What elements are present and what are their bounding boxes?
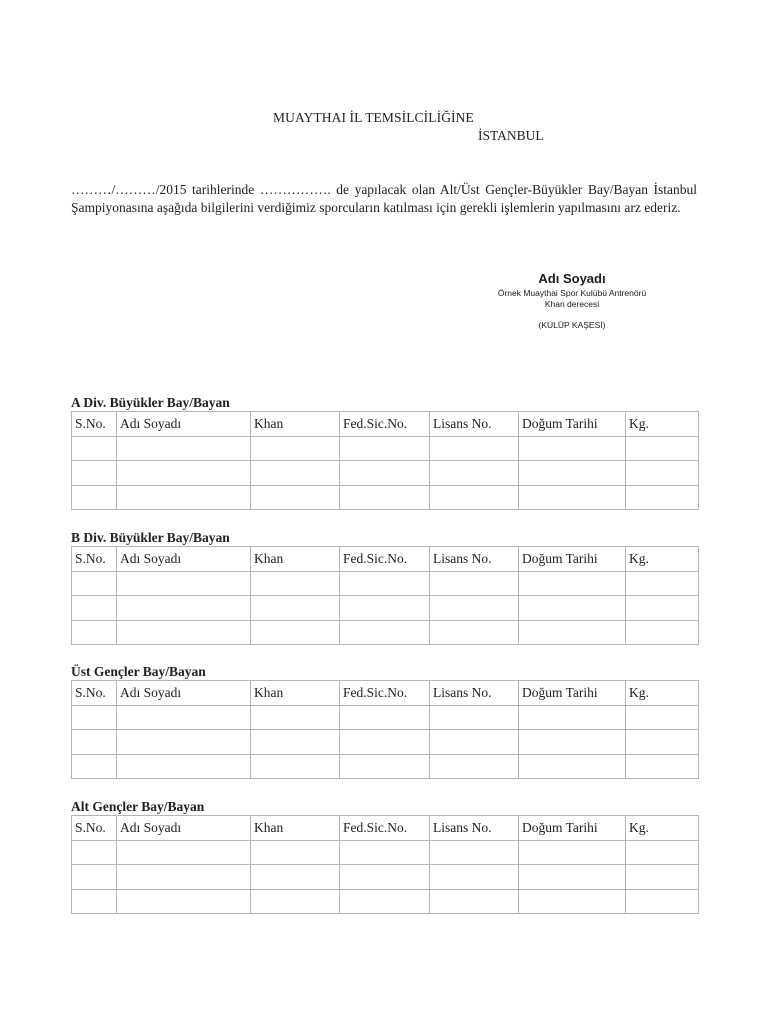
column-header: Lisans No.	[430, 547, 519, 572]
table-row	[72, 596, 699, 621]
signature-club: Örnek Muaythai Spor Kulübü Antrenörü	[497, 288, 647, 298]
table-cell[interactable]	[251, 461, 340, 486]
table-cell[interactable]	[430, 889, 519, 914]
table-row	[72, 620, 699, 645]
column-header: Kg.	[626, 816, 699, 841]
table-cell[interactable]	[626, 461, 699, 486]
column-header: Lisans No.	[430, 816, 519, 841]
table-row	[72, 865, 699, 890]
table-cell[interactable]	[340, 596, 430, 621]
table-cell[interactable]	[72, 705, 117, 730]
table-cell[interactable]	[117, 730, 251, 755]
table-cell[interactable]	[117, 705, 251, 730]
table-cell[interactable]	[626, 596, 699, 621]
athlete-table	[71, 411, 699, 510]
column-header: Adı Soyadı	[117, 547, 251, 572]
section-title: Alt Gençler Bay/Bayan	[71, 799, 205, 814]
column-header: Khan	[251, 681, 340, 706]
table-cell[interactable]	[626, 865, 699, 890]
table-cell[interactable]	[117, 840, 251, 865]
table-cell[interactable]	[72, 889, 117, 914]
column-header: Kg.	[626, 412, 699, 437]
column-header: Adı Soyadı	[117, 412, 251, 437]
table-row	[72, 461, 699, 486]
table-cell[interactable]	[72, 730, 117, 755]
table-cell[interactable]	[519, 865, 626, 890]
column-header: Khan	[251, 816, 340, 841]
column-header: Lisans No.	[430, 412, 519, 437]
table-cell[interactable]	[430, 754, 519, 779]
column-header: S.No.	[72, 412, 117, 437]
table-cell[interactable]	[626, 620, 699, 645]
column-header: Adı Soyadı	[117, 816, 251, 841]
table-row	[72, 571, 699, 596]
table-row	[72, 705, 699, 730]
column-header: Doğum Tarihi	[519, 816, 626, 841]
table-header-row	[72, 412, 699, 437]
table-cell[interactable]	[72, 865, 117, 890]
table-cell[interactable]	[251, 889, 340, 914]
table-cell[interactable]	[72, 436, 117, 461]
table-cell[interactable]	[340, 705, 430, 730]
table-cell[interactable]	[430, 485, 519, 510]
table-cell[interactable]	[251, 840, 340, 865]
table-cell[interactable]	[626, 840, 699, 865]
table-header-row	[72, 547, 699, 572]
table-cell[interactable]	[430, 571, 519, 596]
section-ust-gencler	[71, 664, 698, 779]
section-a-div-buyukler	[71, 395, 698, 510]
table-cell[interactable]	[340, 485, 430, 510]
table-cell[interactable]	[340, 754, 430, 779]
table-cell[interactable]	[251, 754, 340, 779]
column-header: Khan	[251, 412, 340, 437]
table-cell[interactable]	[117, 571, 251, 596]
table-cell[interactable]	[626, 889, 699, 914]
column-header: Kg.	[626, 547, 699, 572]
section-b-div-buyukler	[71, 530, 698, 645]
column-header: Doğum Tarihi	[519, 681, 626, 706]
table-cell[interactable]	[519, 840, 626, 865]
table-cell[interactable]	[626, 571, 699, 596]
table-cell[interactable]	[251, 730, 340, 755]
table-cell[interactable]	[340, 620, 430, 645]
table-cell[interactable]	[519, 485, 626, 510]
city-heading: İSTANBUL	[478, 128, 544, 143]
section-title: B Div. Büyükler Bay/Bayan	[71, 530, 230, 545]
table-cell[interactable]	[72, 461, 117, 486]
table-cell[interactable]	[430, 436, 519, 461]
table-cell[interactable]	[117, 620, 251, 645]
table-cell[interactable]	[519, 596, 626, 621]
addressee-heading: MUAYTHAI İL TEMSİLCİLİĞİNE	[273, 110, 474, 125]
table-cell[interactable]	[519, 571, 626, 596]
table-cell[interactable]	[519, 889, 626, 914]
table-cell[interactable]	[251, 485, 340, 510]
table-header-row	[72, 681, 699, 706]
request-paragraph: ………/………/2015 tarihlerinde ……………. de yapılacak olan Alt/Üst Gençler-Büyükler Bay/Bayan İstanbul Şampiyonasına aşağıda bilgilerini verdiğimiz sporcuların katılması için gerekli işlemlerin yapılmasını arz ederiz.	[71, 182, 697, 215]
column-header: Doğum Tarihi	[519, 412, 626, 437]
club-stamp-label: (KULÜP KAŞESİ)	[538, 320, 606, 330]
table-cell[interactable]	[430, 596, 519, 621]
signature-grade: Khan derecesi	[544, 299, 600, 309]
table-cell[interactable]	[430, 705, 519, 730]
table-cell[interactable]	[626, 754, 699, 779]
table-row	[72, 485, 699, 510]
column-header: Kg.	[626, 681, 699, 706]
table-cell[interactable]	[626, 705, 699, 730]
table-cell[interactable]	[340, 571, 430, 596]
table-cell[interactable]	[72, 754, 117, 779]
table-cell[interactable]	[340, 436, 430, 461]
table-cell[interactable]	[340, 840, 430, 865]
column-header: Fed.Sic.No.	[340, 547, 430, 572]
table-cell[interactable]	[626, 730, 699, 755]
table-cell[interactable]	[519, 730, 626, 755]
table-cell[interactable]	[340, 461, 430, 486]
table-row	[72, 840, 699, 865]
table-cell[interactable]	[251, 596, 340, 621]
table-cell[interactable]	[430, 840, 519, 865]
column-header: Fed.Sic.No.	[340, 412, 430, 437]
column-header: Fed.Sic.No.	[340, 816, 430, 841]
athlete-table	[71, 546, 699, 645]
table-cell[interactable]	[72, 596, 117, 621]
table-cell[interactable]	[340, 865, 430, 890]
section-title: Üst Gençler Bay/Bayan	[71, 664, 206, 679]
table-cell[interactable]	[117, 436, 251, 461]
table-cell[interactable]	[72, 571, 117, 596]
signature-block	[497, 271, 647, 331]
table-row	[72, 730, 699, 755]
table-cell[interactable]	[251, 620, 340, 645]
table-cell[interactable]	[340, 889, 430, 914]
table-cell[interactable]	[117, 596, 251, 621]
table-row	[72, 754, 699, 779]
column-header: Fed.Sic.No.	[340, 681, 430, 706]
table-cell[interactable]	[117, 485, 251, 510]
table-cell[interactable]	[430, 730, 519, 755]
table-cell[interactable]	[519, 754, 626, 779]
table-cell[interactable]	[251, 865, 340, 890]
table-cell[interactable]	[340, 730, 430, 755]
table-cell[interactable]	[117, 754, 251, 779]
column-header: Khan	[251, 547, 340, 572]
column-header: Lisans No.	[430, 681, 519, 706]
table-header-row	[72, 816, 699, 841]
table-cell[interactable]	[626, 436, 699, 461]
column-header: S.No.	[72, 547, 117, 572]
table-cell[interactable]	[117, 461, 251, 486]
table-cell[interactable]	[72, 620, 117, 645]
table-cell[interactable]	[72, 840, 117, 865]
table-cell[interactable]	[117, 889, 251, 914]
table-cell[interactable]	[117, 865, 251, 890]
table-cell[interactable]	[430, 865, 519, 890]
table-cell[interactable]	[519, 461, 626, 486]
athlete-table	[71, 815, 699, 914]
athlete-table	[71, 680, 699, 779]
table-cell[interactable]	[251, 436, 340, 461]
column-header: Doğum Tarihi	[519, 547, 626, 572]
table-cell[interactable]	[626, 485, 699, 510]
table-row	[72, 889, 699, 914]
table-cell[interactable]	[519, 436, 626, 461]
column-header: Adı Soyadı	[117, 681, 251, 706]
column-header: S.No.	[72, 681, 117, 706]
table-row	[72, 436, 699, 461]
section-alt-gencler	[71, 799, 698, 914]
table-cell[interactable]	[251, 705, 340, 730]
table-cell[interactable]	[519, 620, 626, 645]
table-cell[interactable]	[430, 461, 519, 486]
signature-name: Adı Soyadı	[538, 271, 606, 286]
section-title: A Div. Büyükler Bay/Bayan	[71, 395, 230, 410]
column-header: S.No.	[72, 816, 117, 841]
table-cell[interactable]	[519, 705, 626, 730]
table-cell[interactable]	[251, 571, 340, 596]
table-cell[interactable]	[430, 620, 519, 645]
table-cell[interactable]	[72, 485, 117, 510]
